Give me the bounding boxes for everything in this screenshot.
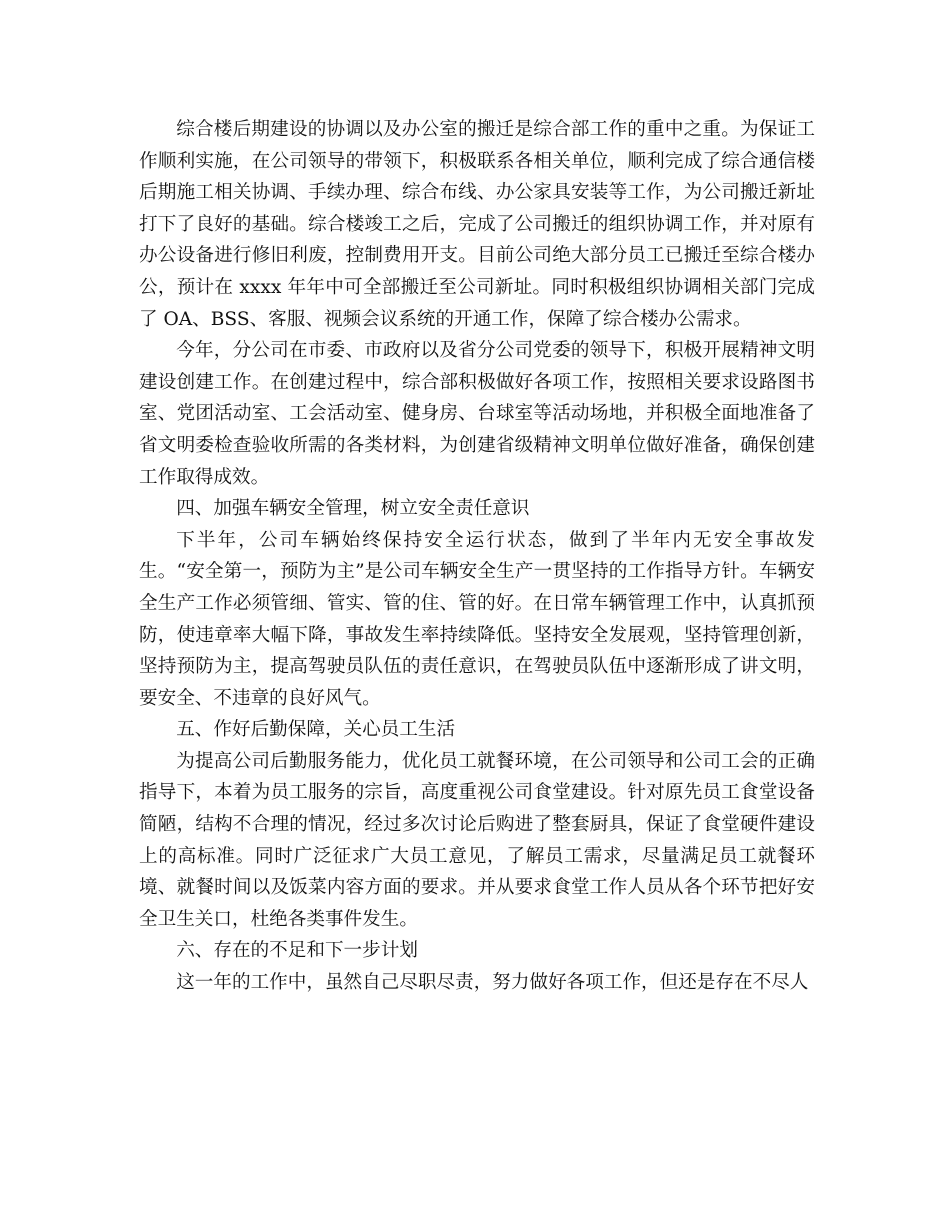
paragraph-vehicle-safety: 下半年，公司车辆始终保持安全运行状态，做到了半年内无安全事故发生。“安全第一，预防为主”是公司车辆安全生产一贯坚持的工作指导方针。车辆安全生产工作必须管细、管实、管的住、管的好。在日常车辆管理工作中，认真抓预防，使违章率大幅下降，事故发生率持续降低。坚持安全发展观，坚持管理创新，坚持预防为主，提高驾驶员队伍的责任意识，在驾驶员队伍中逐渐形成了讲文明，要安全、不违章的良好风气。	[139, 529, 815, 709]
paragraph-building-relocation: 综合楼后期建设的协调以及办公室的搬迁是综合部工作的重中之重。为保证工作顺利实施，在公司领导的带领下，积极联系各相关单位，顺利完成了综合通信楼后期施工相关协调、手续办理、综合布线、办公家具安装等工作，为公司搬迁新址打下了良好的基础。综合楼竣工之后，完成了公司搬迁的组织协调工作，并对原有办公设备进行修旧利废，控制费用开支。目前公司绝大部分员工已搬迁至综合楼办公，预计在 xxxx 年年中可全部搬迁至公司新址。同时积极组织协调相关部门完成了 OA、BSS、客服、视频会议系统的开通工作，保障了综合楼办公需求。	[139, 119, 815, 330]
paragraph-shortcomings: 这一年的工作中，虽然自己尽职尽责，努力做好各项工作，但还是存在不尽人	[176, 972, 809, 994]
section-heading-shortcomings: 六、存在的不足和下一步计划	[176, 940, 418, 962]
paragraph-logistics: 为提高公司后勤服务能力，优化员工就餐环境，在公司领导和公司工会的正确指导下，本着为员工服务的宗旨，高度重视公司食堂建设。针对原先员工食堂设备简陋，结构不合理的情况，经过多次讨论后购进了整套厨具，保证了食堂硬件建设上的高标准。同时广泛征求广大员工意见，了解员工需求，尽量满足员工就餐环境、就餐时间以及饭菜内容方面的要求。并从要求食堂工作人员从各个环节把好安全卫生关口，杜绝各类事件发生。	[139, 750, 815, 930]
section-heading-logistics: 五、作好后勤保障，关心员工生活	[176, 719, 456, 741]
section-heading-vehicle-safety: 四、加强车辆安全管理，树立安全责任意识	[176, 498, 530, 520]
document-body	[139, 114, 815, 999]
paragraph-civilization-construction: 今年，分公司在市委、市政府以及省分公司党委的领导下，积极开展精神文明建设创建工作。在创建过程中，综合部积极做好各项工作，按照相关要求设路图书室、党团活动室、工会活动室、健身房、台球室等活动场地，并积极全面地准备了省文明委检查验收所需的各类材料，为创建省级精神文明单位做好准备，确保创建工作取得成效。	[139, 340, 815, 488]
